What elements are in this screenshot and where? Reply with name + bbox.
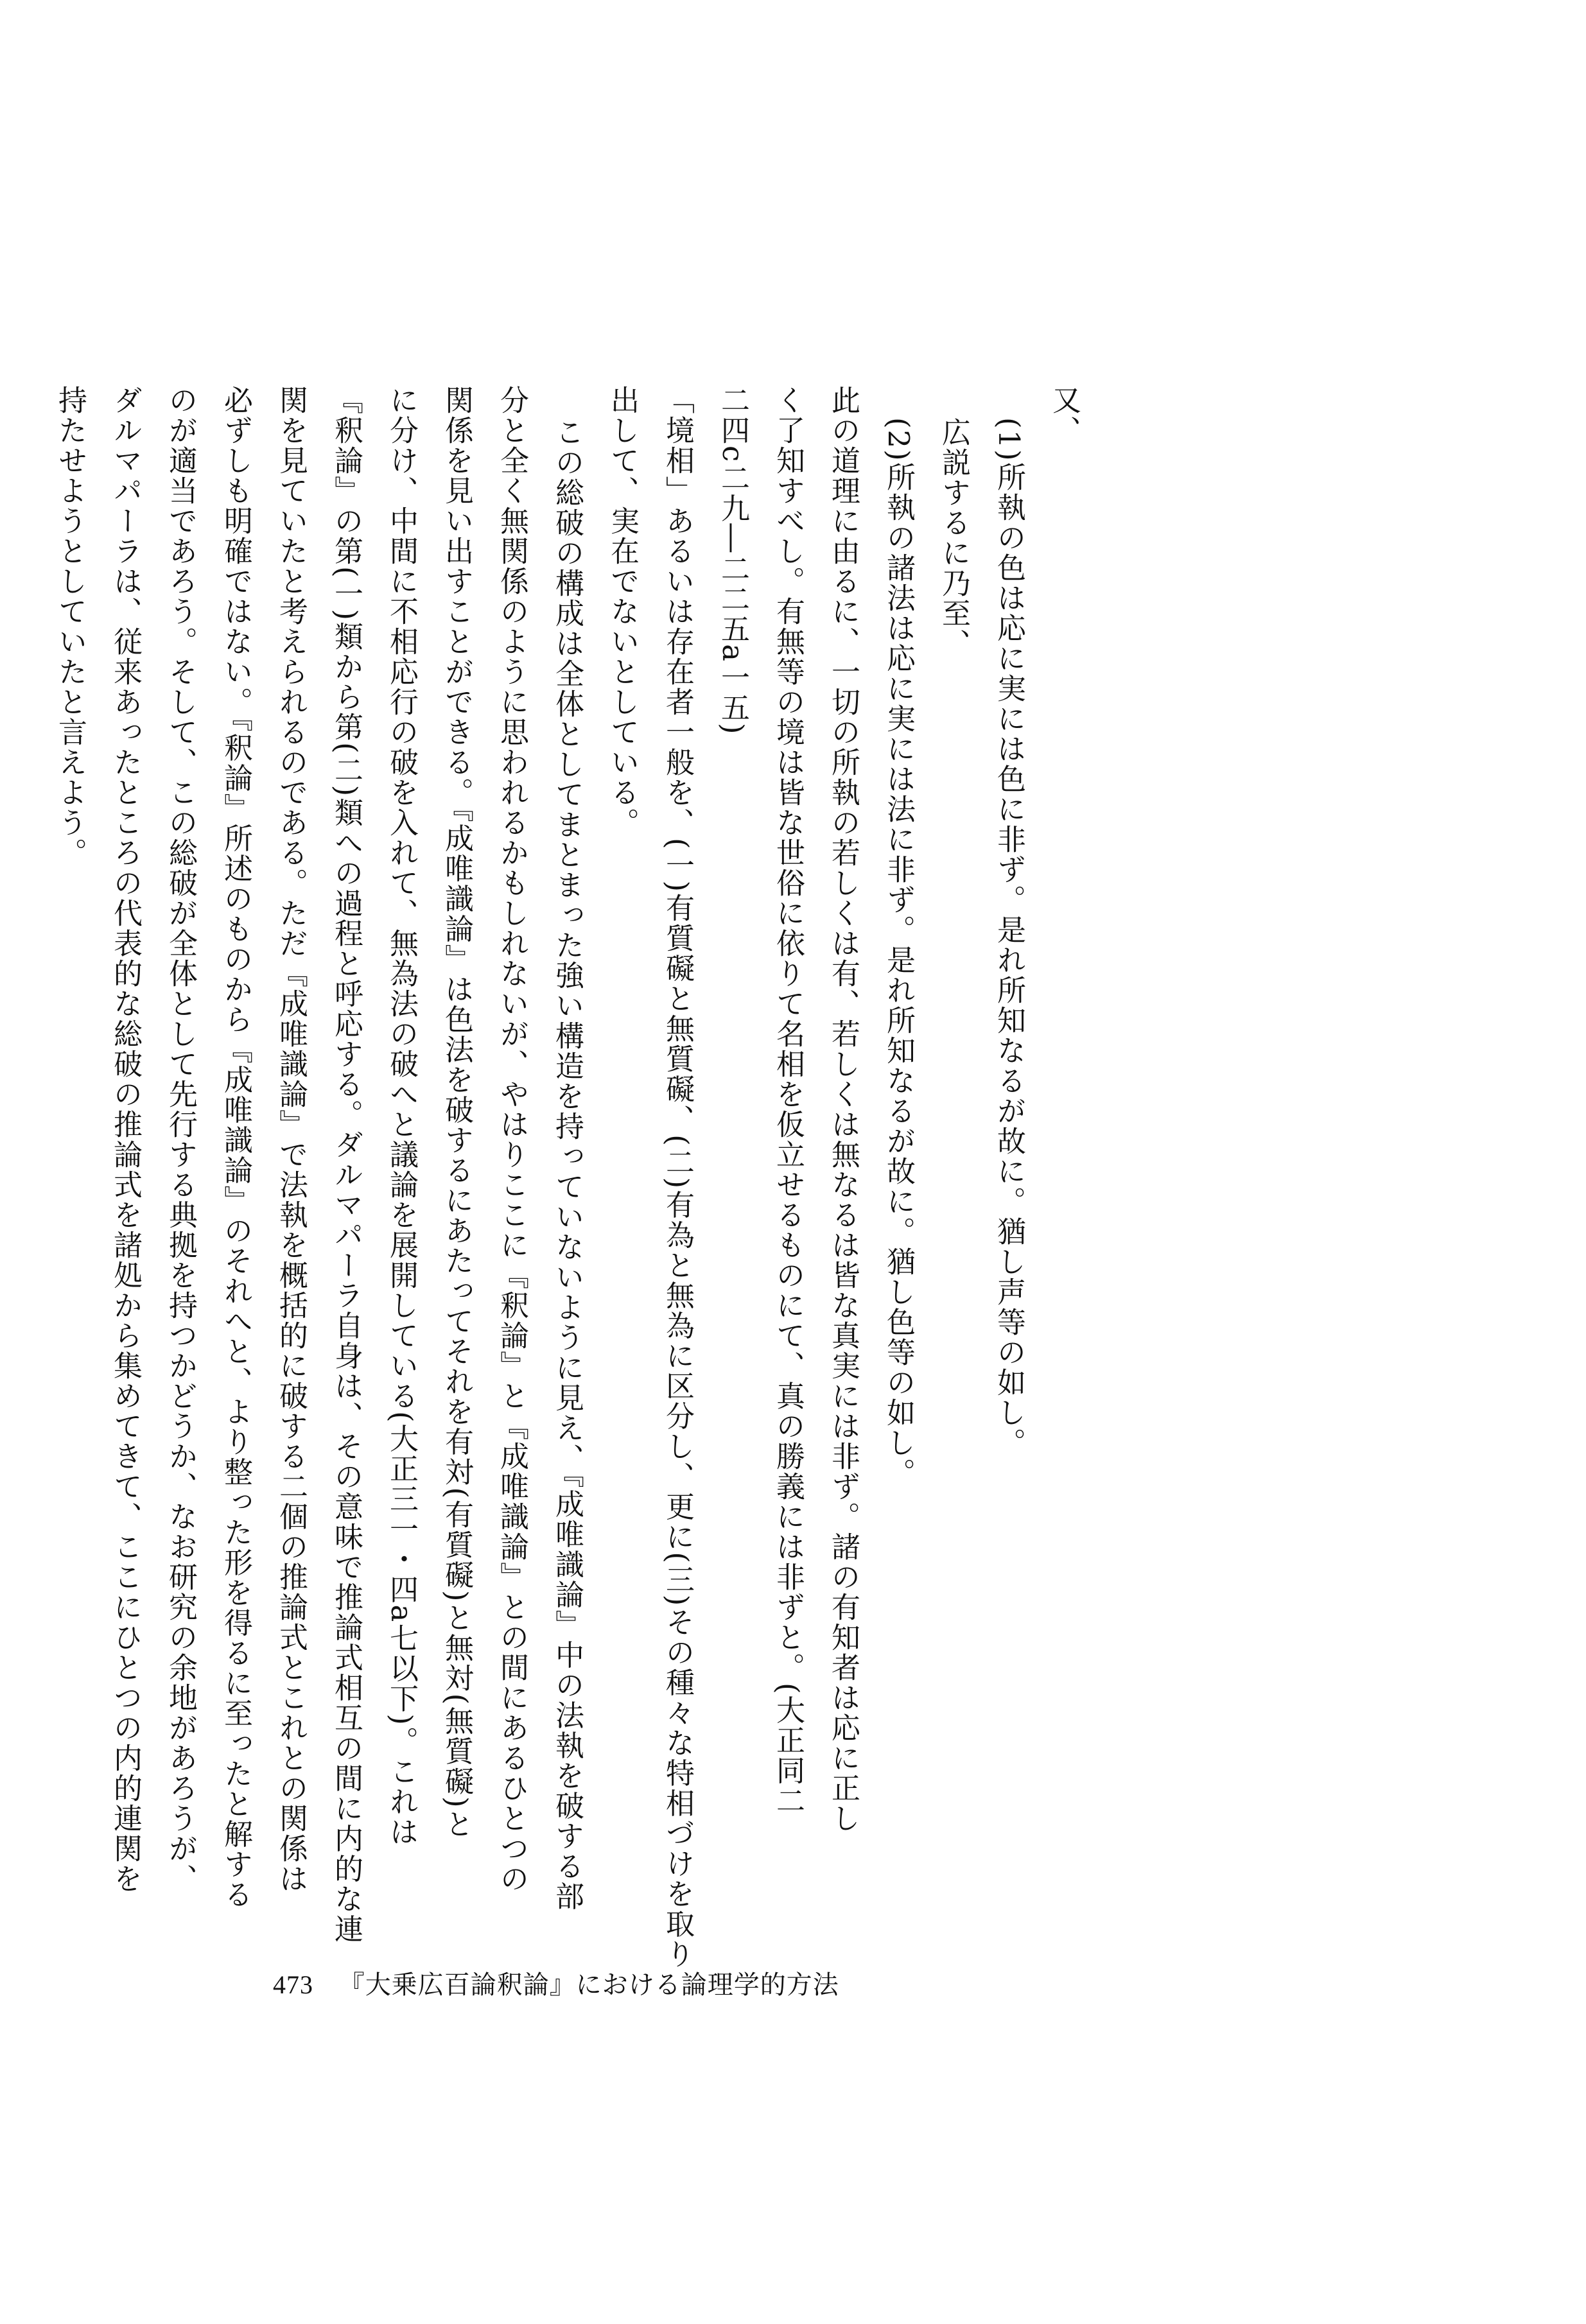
text-line: く了知すべし。有無等の境は皆な世俗に依りて名相を仮立せるものにて、真の勝義には非ずと。(大正同二 [771, 385, 805, 1816]
text-line: ダルマパーラは、従来あったところの代表的な総破の推論式を諸処から集めてきて、ここにひとつの内的連関を [109, 385, 143, 1894]
text-line: (2)所執の諸法は応に実には法に非ず。是れ所知なるが故に。猶し色等の如し。 [882, 417, 916, 1488]
text-line: 分と全く無関係のように思われるかもしれないが、やはりここに『釈論』と『成唯識論』との間にあるひとつの [495, 385, 529, 1894]
text-line: 広説するに乃至、 [937, 417, 971, 659]
text-line: 関係を見い出すことができる。『成唯識論』は色法を破するにあたってそれを有対(有質礙)と無対(無質礙)と [440, 385, 474, 1839]
text-line: に分け、中間に不相応行の破を入れて、無為法の破へと議論を展開している(大正三一・四a七以下)。これは [385, 385, 419, 1847]
text-line: この総破の構成は全体としてまとまった強い構造を持っていないように見え、『成唯識論』中の法執を破する部 [550, 417, 584, 1912]
text-line: 関を見ていたと考えられるのである。ただ『成唯識論』で法執を概括的に破する二個の推論式とこれとの関係は [274, 385, 308, 1894]
text-line: 持たせようとしていたと言えよう。 [53, 385, 87, 868]
page-number: 473 [273, 1970, 313, 1999]
text-line: 必ずしも明確ではない。『釈論』所述のものから『成唯識論』のそれへと、より整った形を得るに至ったと解する [219, 385, 253, 1910]
text-line: 『釈論』の第(一)類から第(二)類への過程と呼応する。ダルマパーラ自身は、その意味で推論式相互の間に内的な連 [329, 385, 363, 1945]
page-footer [273, 1964, 839, 2001]
text-line: (1)所執の色は応に実には色に非ず。是れ所知なるが故に。猶し声等の如し。 [992, 417, 1026, 1458]
text-line: 二四c二九―二二五a一五) [716, 385, 750, 736]
text-line: のが適当であろう。そして、この総破が全体として先行する典拠を持つかどうか、なお研究の余地があろうが、 [164, 385, 198, 1894]
body-text [42, 385, 1092, 1970]
running-title: 『大乗広百論釈論』における論理学的方法 [338, 1970, 839, 2000]
text-line: 又、 [1047, 385, 1081, 446]
text-line: 「境相」あるいは存在者一般を、(一)有質礙と無質礙、(二)有為と無為に区分し、更に(三)その種々な特相づけを取り [661, 385, 695, 1970]
text-line: 此の道理に由るに、一切の所執の若しくは有、若しくは無なるは皆な真実には非ず。諸の有知者は応に正し [826, 385, 860, 1834]
text-line: 出して、実在でないとしている。 [606, 385, 640, 838]
